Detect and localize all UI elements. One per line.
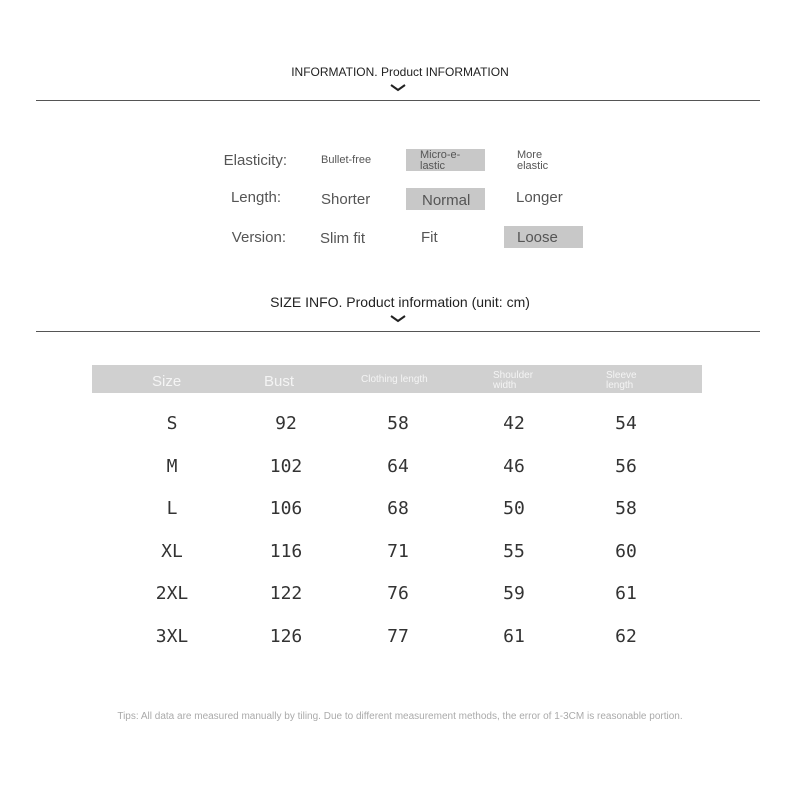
- cell-bust: 122: [269, 583, 303, 604]
- option-slim-fit: Slim fit: [320, 230, 365, 247]
- option-micro-elastic: Micro-e- lastic: [420, 149, 461, 172]
- header-bust: Bust: [264, 373, 295, 390]
- option-normal: Normal: [422, 192, 471, 209]
- cell-size: 3XL: [155, 626, 189, 647]
- cell-sleeve-length: 60: [615, 541, 637, 562]
- cell-size: M: [166, 456, 178, 477]
- cell-sleeve-length: 56: [615, 456, 637, 477]
- cell-bust: 116: [269, 541, 303, 562]
- cell-shoulder-width: 50: [503, 498, 525, 519]
- cell-sleeve-length: 54: [615, 413, 637, 434]
- cell-sleeve-length: 61: [615, 583, 637, 604]
- cell-size: 2XL: [155, 583, 189, 604]
- header-size: Size: [152, 373, 182, 390]
- cell-shoulder-width: 46: [503, 456, 525, 477]
- option-shorter: Shorter: [321, 191, 371, 208]
- cell-clothing-length: 76: [387, 583, 409, 604]
- cell-size: S: [166, 413, 178, 434]
- cell-shoulder-width: 59: [503, 583, 525, 604]
- length-label: Length:: [230, 189, 281, 206]
- header-shoulder-width: Shoulder width: [493, 370, 534, 391]
- cell-bust: 126: [269, 626, 303, 647]
- option-bullet-free: Bullet-free: [321, 154, 372, 166]
- option-longer: Longer: [516, 189, 563, 206]
- chevron-down-icon: [388, 83, 408, 93]
- header-clothing-length: Clothing length: [361, 374, 428, 385]
- cell-shoulder-width: 61: [503, 626, 525, 647]
- option-more-elastic: More elastic: [517, 149, 549, 172]
- cell-sleeve-length: 58: [615, 498, 637, 519]
- cell-shoulder-width: 42: [503, 413, 525, 434]
- section-divider: [36, 331, 760, 332]
- cell-bust: 106: [269, 498, 303, 519]
- cell-size: XL: [161, 541, 183, 562]
- cell-clothing-length: 68: [387, 498, 409, 519]
- cell-bust: 102: [269, 456, 303, 477]
- chevron-down-icon: [388, 314, 408, 324]
- cell-size: L: [166, 498, 178, 519]
- cell-bust: 92: [275, 413, 297, 434]
- header-sleeve-length: Sleeve length: [606, 370, 637, 391]
- cell-clothing-length: 58: [387, 413, 409, 434]
- cell-clothing-length: 71: [387, 541, 409, 562]
- elasticity-label: Elasticity:: [223, 152, 287, 169]
- option-loose: Loose: [517, 229, 558, 246]
- cell-clothing-length: 64: [387, 456, 409, 477]
- size-section-title: SIZE INFO. Product information (unit: cm): [270, 294, 530, 310]
- tips-note: Tips: All data are measured manually by tiling. Due to different measurement methods, the error of 1-3CM is reasonable portion.: [117, 711, 683, 722]
- cell-shoulder-width: 55: [503, 541, 525, 562]
- section-divider: [36, 100, 760, 101]
- cell-sleeve-length: 62: [615, 626, 637, 647]
- info-section-title: INFORMATION. Product INFORMATION: [291, 65, 509, 79]
- version-label: Version:: [231, 229, 286, 246]
- cell-clothing-length: 77: [387, 626, 409, 647]
- option-fit: Fit: [421, 229, 438, 246]
